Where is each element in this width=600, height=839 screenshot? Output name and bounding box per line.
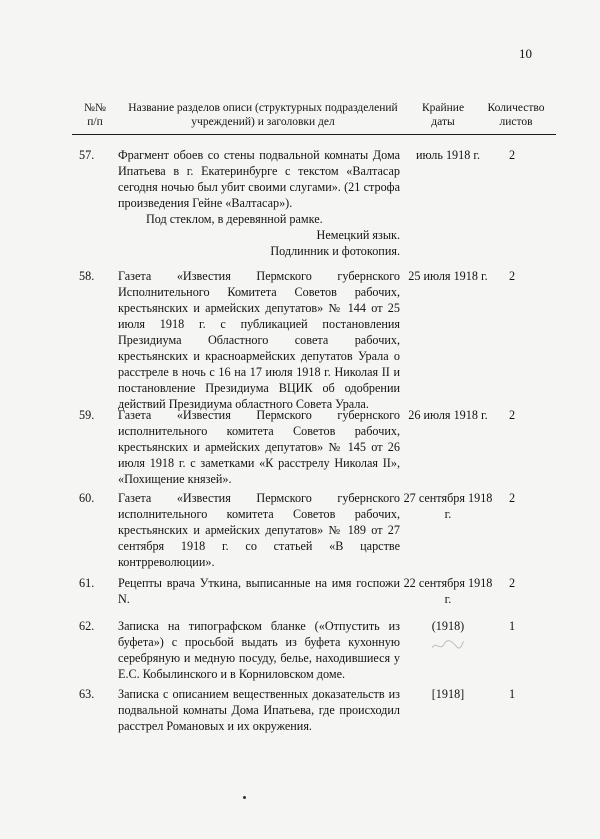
entry-sheets: 2 bbox=[508, 148, 516, 162]
entry-number: 57. bbox=[79, 148, 95, 162]
entry-date: 25 июля 1918 г. bbox=[408, 269, 488, 283]
entry-title bbox=[118, 147, 400, 259]
entry-note-language: Немецкий язык. bbox=[316, 228, 400, 242]
entry-sheets: 1 bbox=[508, 619, 516, 633]
entry-number: 63. bbox=[79, 687, 95, 701]
entry-date: [1918] bbox=[431, 687, 465, 701]
entry-sheets: 1 bbox=[508, 687, 516, 701]
entry-title-text: Фрагмент обоев со стены подвальной комнаты Дома Ипатьева в г. Екатеринбурге с текстом «Валтасар сегодня ночью был убит своими слугами». (21 строфа произведения Гейне «Валтасар»). bbox=[118, 148, 400, 210]
entry-sheets: 2 bbox=[508, 269, 516, 283]
header-divider bbox=[72, 134, 556, 135]
entry-title: Газета «Известия Пермского губернского исполнительного комитета Советов рабочих, крестьянских и армейских депутатов» № 145 от 26 июля 1918 г. с заметками «К расстрелу Николая II», «Похищение князей». bbox=[118, 408, 400, 486]
header-dates: Крайние даты bbox=[421, 102, 465, 128]
entry-sheets: 2 bbox=[508, 491, 516, 505]
header-title: Название разделов описи (структурных подразделений учреждений) и заголовки дел bbox=[128, 102, 398, 128]
entry-title: Записка с описанием вещественных доказательств из подвальной комнаты Дома Ипатьева, где происходил расстрел Романовых и их окружения. bbox=[118, 687, 400, 733]
entry-number: 60. bbox=[79, 491, 95, 505]
entry-title: Рецепты врача Уткина, выписанные на имя госпожи N. bbox=[118, 576, 400, 606]
entry-date: (1918) bbox=[431, 619, 465, 633]
entry-sheets: 2 bbox=[508, 576, 516, 590]
pencil-mark bbox=[429, 635, 466, 655]
entry-number: 58. bbox=[79, 269, 95, 283]
entry-sheets: 2 bbox=[508, 408, 516, 422]
entry-date: июль 1918 г. bbox=[415, 148, 481, 162]
header-sheets: Количество листов bbox=[487, 102, 545, 128]
header-number: №№ п/п bbox=[84, 102, 106, 128]
page-mark bbox=[243, 796, 246, 799]
entry-number: 62. bbox=[79, 619, 95, 633]
entry-date: 22 сентября 1918 г. bbox=[403, 576, 493, 606]
pencil-scribble-icon bbox=[429, 635, 466, 655]
entry-number: 59. bbox=[79, 408, 95, 422]
entry-title: Газета «Известия Пермского губернского Исполнительного Комитета Советов рабочих, крестьянских и армейских депутатов» № 144 от 25 июля 1918 г. с публикацией постановления Президиума Областного совета рабочих, крестьянских и красноармейских депутатов Урала о расстреле в ночь с 16 на 17 июля 1918 г. Николая II и постановление Президиума ВЦИК об одобрении действий Президиума областного Совета Урала. bbox=[118, 269, 400, 411]
entry-date: 27 сентября 1918 г. bbox=[403, 491, 493, 521]
entry-date: 26 июля 1918 г. bbox=[408, 408, 488, 422]
entry-note-original: Подлинник и фотокопия. bbox=[270, 244, 400, 258]
page-number: 10 bbox=[519, 46, 532, 61]
entry-number: 61. bbox=[79, 576, 95, 590]
entry-note: Под стеклом, в деревянной рамке. bbox=[146, 212, 323, 226]
entry-title: Записка на типографском бланке («Отпустить из буфета») с просьбой выдать из буфета кухонную серебряную и медную посуду, белье, находившиеся у Е.С. Кобылинского и в Корниловском доме. bbox=[118, 619, 400, 681]
entry-title: Газета «Известия Пермского губернского исполнительного комитета Советов рабочих, крестьянских и армейских депутатов» № 189 от 27 сентября 1918 г. со статьей «В царстве контрреволюции». bbox=[118, 491, 400, 569]
